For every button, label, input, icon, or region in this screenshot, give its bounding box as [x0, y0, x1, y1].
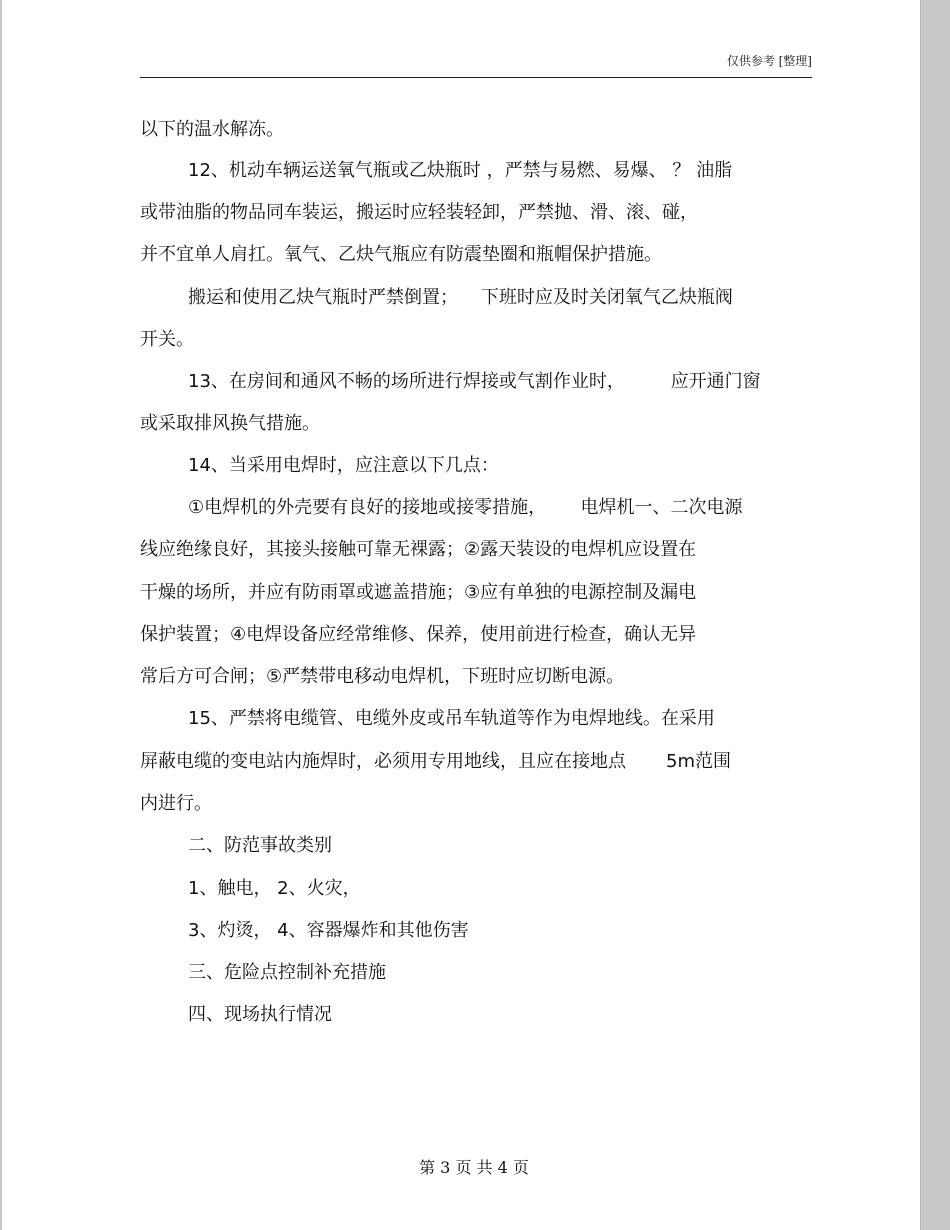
body-line: 12、机动车辆运送氧气瓶或乙炔瓶时 ，严禁与易燃、易爆、 ？ 油脂: [188, 160, 733, 181]
body-line: 常后方可合闸；⑤严禁带电移动电焊机，下班时应切断电源。: [140, 666, 625, 687]
body-line: 开关。: [140, 329, 194, 350]
body-line: 线应绝缘良好，其接头接触可靠无裸露；②露天装设的电焊机应设置在: [140, 539, 697, 560]
body-line: 1、触电， 2、火灾，: [188, 878, 361, 899]
body-line: 内进行。: [140, 793, 212, 814]
body-line: 四、现场执行情况: [188, 1004, 332, 1025]
page-header: 仅供参考 [整理]: [726, 54, 812, 68]
body-line: 13、在房间和通风不畅的场所进行焊接或气割作业时， 应开通门窗: [188, 371, 761, 392]
body-line: ①电焊机的外壳要有良好的接地或接零措施， 电焊机一、二次电源: [188, 497, 743, 518]
body-line: 或采取排风换气措施。: [140, 413, 320, 434]
page-footer: 第 3 页 共 4 页: [419, 1158, 529, 1177]
body-line: 二、防范事故类别: [188, 835, 332, 856]
body-line: 14、当采用电焊时，应注意以下几点：: [188, 455, 499, 476]
body-line: 三、危险点控制补充措施: [188, 962, 386, 983]
body-line: 干燥的场所，并应有防雨罩或遮盖措施；③应有单独的电源控制及漏电: [140, 582, 697, 603]
document-page: [2, 0, 921, 1230]
body-line: 保护装置；④电焊设备应经常维修、保养，使用前进行检查，确认无异: [140, 624, 697, 645]
body-line: 搬运和使用乙炔气瓶时严禁倒置； 下班时应及时关闭氧气乙炔瓶阀: [188, 287, 733, 308]
body-line: 或带油脂的物品同车装运，搬运时应轻装轻卸，严禁抛、滑、滚、碰，: [140, 202, 698, 223]
body-line: 3、灼烫， 4、容器爆炸和其他伤害: [188, 920, 469, 941]
body-line: 并不宜单人肩扛。氧气、乙炔气瓶应有防震垫圈和瓶帽保护措施。: [140, 244, 662, 265]
body-line: 以下的温水解冻。: [140, 119, 284, 140]
body-line: 15、严禁将电缆管、电缆外皮或吊车轨道等作为电焊地线。在采用: [188, 708, 715, 729]
header-rule: [140, 77, 812, 78]
body-line: 屏蔽电缆的变电站内施焊时，必须用专用地线，且应在接地点 5m范围: [140, 751, 732, 772]
